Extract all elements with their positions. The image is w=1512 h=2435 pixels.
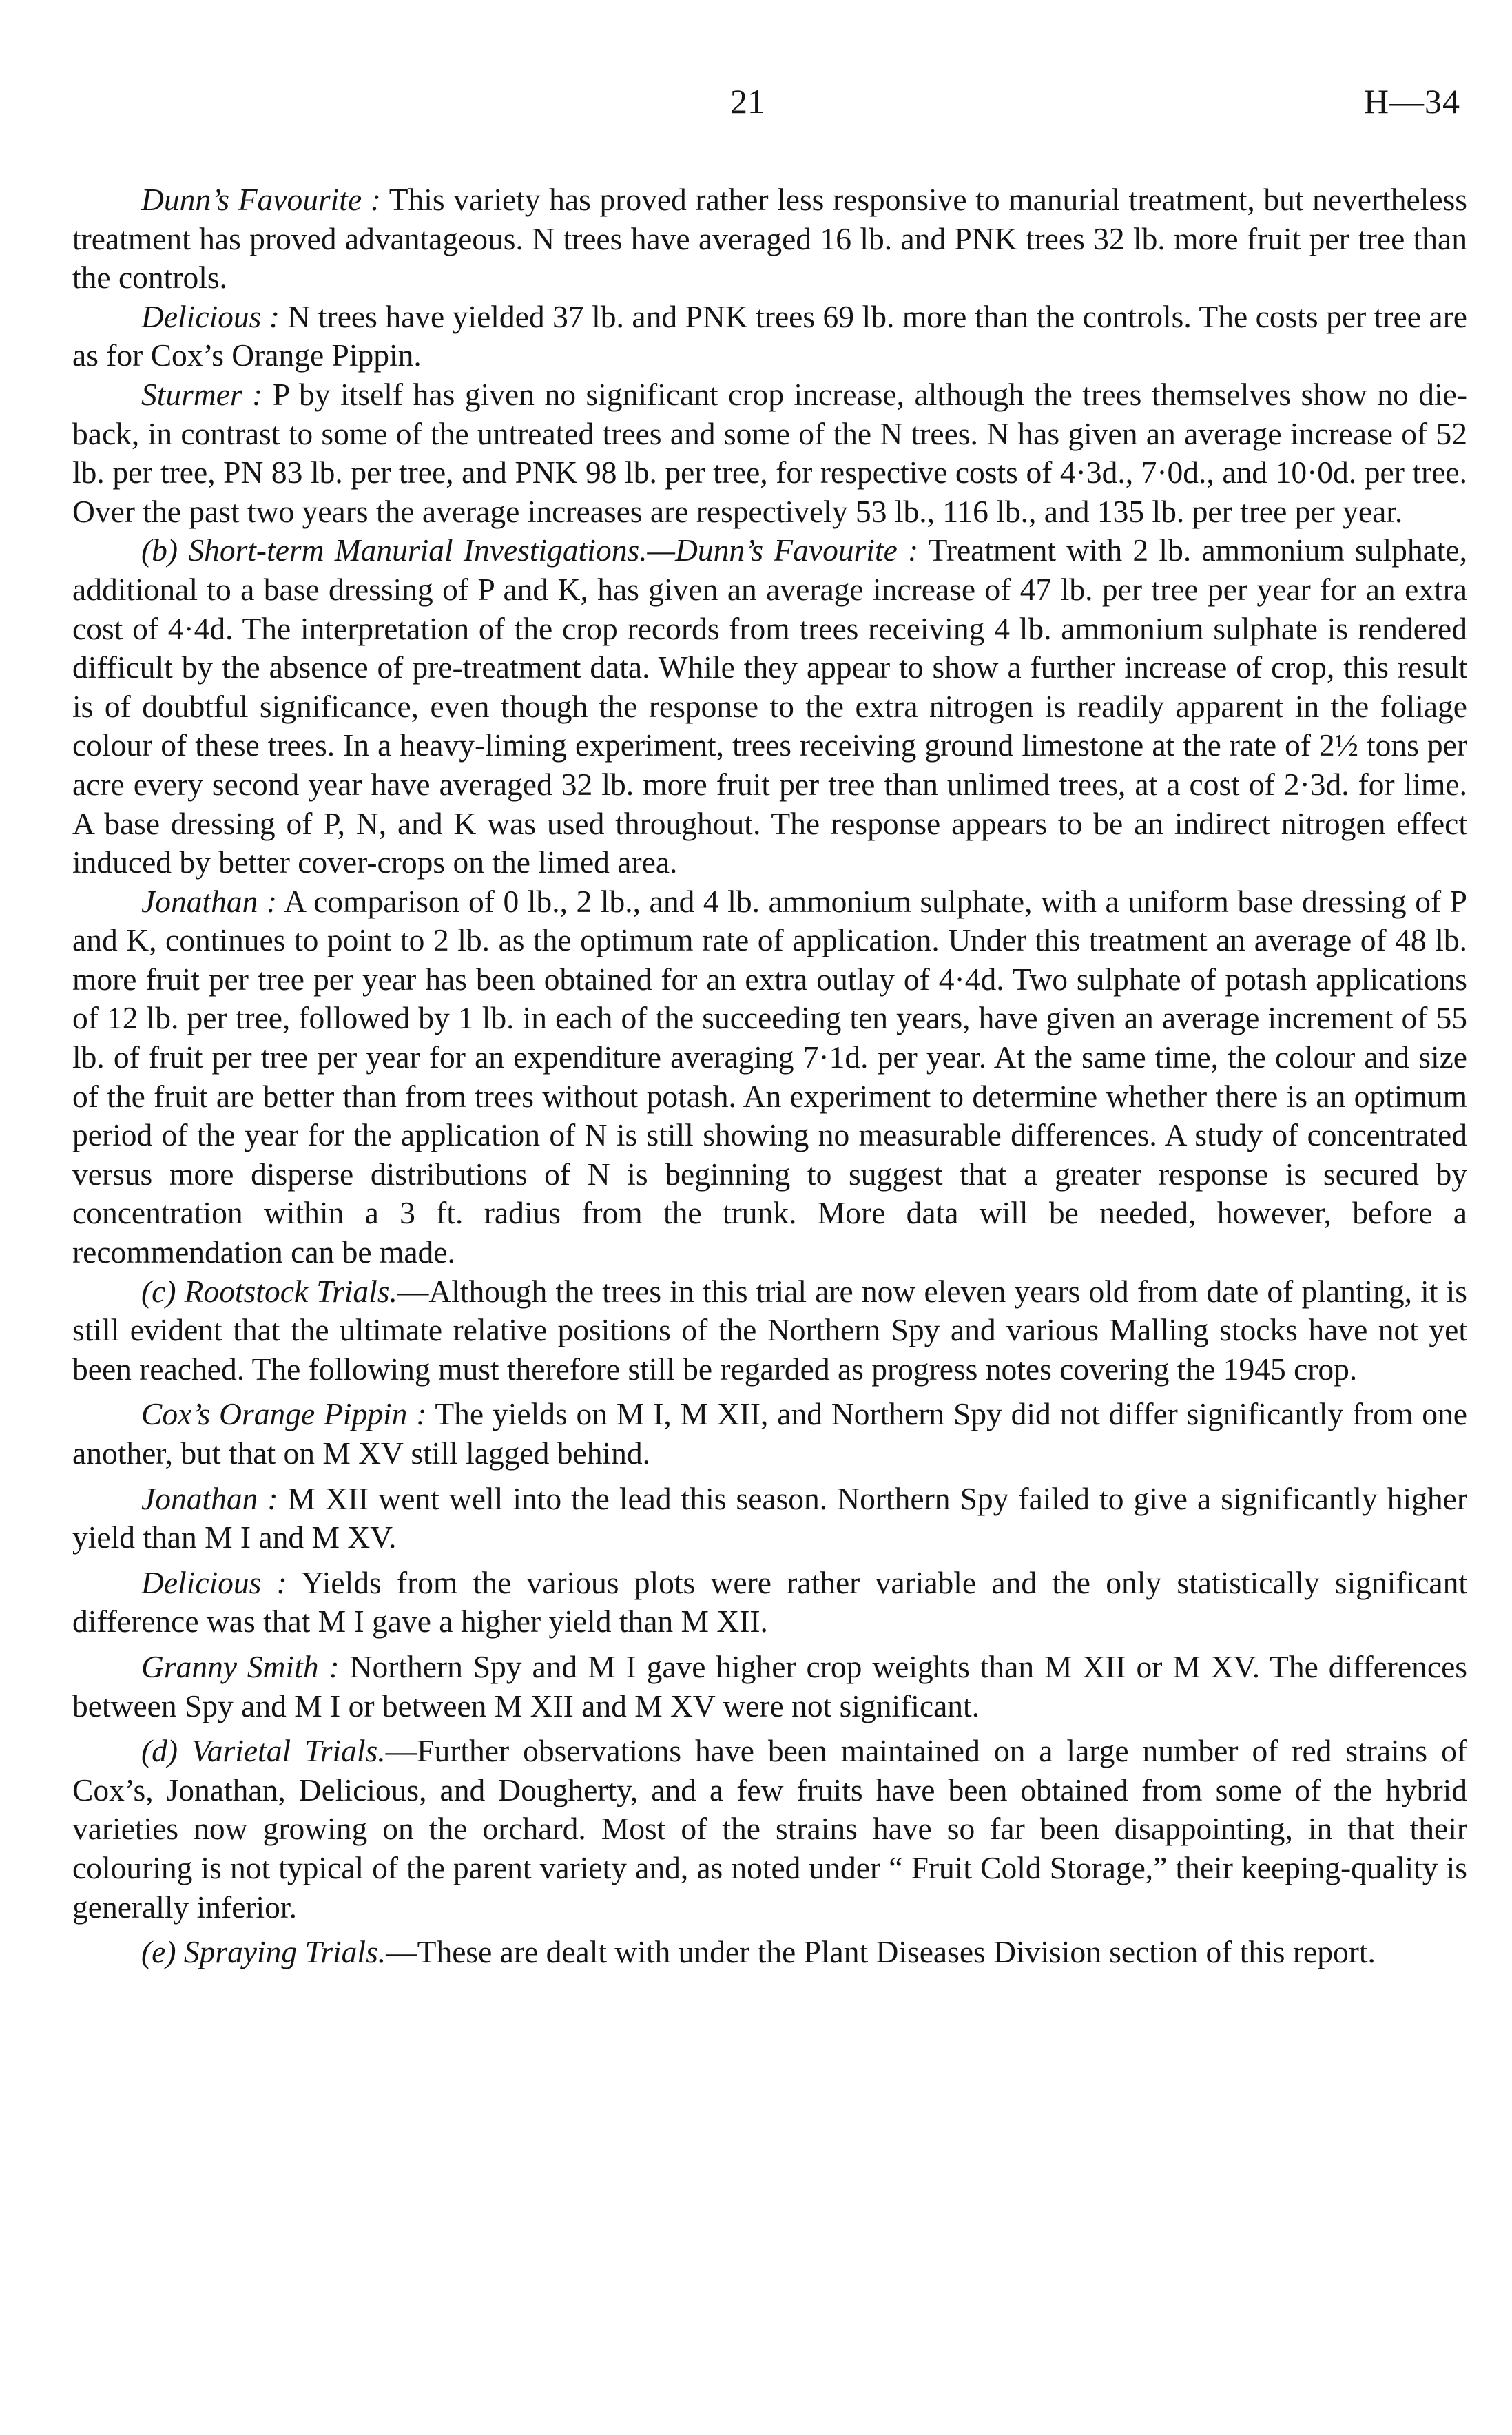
paragraph-text: This variety has proved rather less responsive to manurial treatment, but nevertheless treatment has proved advantageous. N trees have averaged 16 lb. and PNK trees 32 lb. more fruit per tree than the controls. — [72, 182, 1467, 296]
paragraph-text: The yields on M I, M XII, and Northern Spy did not differ significantly from one another, but that on M XV still lagged behind. — [72, 1396, 1467, 1471]
paragraph-delicious — [72, 298, 1467, 375]
paragraph-granny-smith — [72, 1648, 1467, 1726]
paragraph-text: —Although the trees in this trial are now eleven years old from date of planting, it is still evident that the ultimate relative positions of the Northern Spy and various Malling stocks have not yet been reached. The following must therefore still be regarded as progress notes covering the 1945 crop. — [72, 1273, 1467, 1387]
page-header — [0, 81, 1512, 129]
paragraph-lead: Sturmer : — [141, 376, 263, 412]
document-reference: H—34 — [1363, 82, 1460, 121]
paragraph-text: Northern Spy and M I gave higher crop weights than M XII or M XV. The differences between Spy and M I or between M XII and M XV were not significant. — [72, 1648, 1467, 1723]
paragraph-lead: (c) Rootstock Trials. — [141, 1273, 397, 1309]
paragraph-lead: Jonathan : — [141, 883, 278, 919]
paragraph-lead: Granny Smith : — [141, 1648, 340, 1684]
paragraph-varietal-trials — [72, 1732, 1467, 1927]
paragraph-lead: Dunn’s Favourite : — [141, 182, 381, 217]
paragraph-text: —These are dealt with under the Plant Diseases Division section of this report. — [386, 1934, 1376, 1970]
paragraph-sublead: —Dunn’s Favourite : — [647, 532, 919, 568]
paragraph-lead: Jonathan : — [141, 1480, 278, 1516]
paragraph-coxs-orange-pippin — [72, 1395, 1467, 1473]
paragraph-jonathan-rootstock — [72, 1480, 1467, 1557]
paragraph-lead: Delicious : — [141, 298, 280, 334]
report-body — [72, 180, 1467, 1972]
paragraph-lead: (d) Varietal Trials. — [141, 1733, 386, 1769]
paragraph-text: —Further observations have been maintained on a large number of red strains of Cox’s, Jonathan, Delicious, and Dougherty, and a few fruits have been obtained from some of the hybrid varieties now growing on the orchard. Most of the strains have so far been disappointing, in that their colouring is not typical of the parent variety and, as noted under “ Fruit Cold Storage,” their keeping-quality is generally inferior. — [72, 1733, 1468, 1925]
paragraph-spraying-trials — [72, 1933, 1467, 1972]
paragraph-lead: Cox’s Orange Pippin : — [141, 1396, 427, 1432]
paragraph-short-term-manurial — [72, 531, 1467, 882]
paragraph-sturmer — [72, 375, 1467, 531]
paragraph-text: Yields from the various plots were rather variable and the only statistically significant difference was that M I gave a higher yield than M XII. — [72, 1564, 1467, 1639]
paragraph-lead: Delicious : — [141, 1564, 287, 1600]
paragraph-jonathan-manurial — [72, 882, 1467, 1272]
paragraph-delicious-rootstock — [72, 1564, 1467, 1641]
paragraph-lead: (e) Spraying Trials. — [141, 1934, 386, 1970]
paragraph-dunns-favourite — [72, 180, 1467, 298]
paragraph-text: A comparison of 0 lb., 2 lb., and 4 lb. ammonium sulphate, with a uniform base dressing of P and K, continues to point to 2 lb. as the optimum rate of application. Under this treatment an average of 48 lb. more fruit per tree per year has been obtained for an extra outlay of 4·4d. Two sulphate of potash applications of 12 lb. per tree, followed by 1 lb. in each of the succeeding ten years, have given an average increment of 55 lb. of fruit per tree per year for an expenditure averaging 7·1d. per year. At the same time, the colour and size of the fruit are better than from trees without potash. An experiment to determine whether there is an optimum period of the year for the application of N is still showing no measurable differences. A study of concentrated versus more disperse distributions of N is beginning to suggest that a greater response is secured by concentration within a 3 ft. radius from the trunk. More data will be needed, however, before a recommendation can be made. — [72, 883, 1467, 1270]
page-number: 21 — [730, 82, 765, 121]
paragraph-rootstock-trials — [72, 1272, 1467, 1389]
paragraph-text: P by itself has given no significant crop increase, although the trees themselves show no die-back, in contrast to some of the untreated trees and some of the N trees. N has given an average increase of 52 lb. per tree, PN 83 lb. per tree, and PNK 98 lb. per tree, for respective costs of 4·3d., 7·0d., and 10·0d. per tree. Over the past two years the average increases are respectively 53 lb., 116 lb., and 135 lb. per tree per year. — [72, 376, 1467, 529]
paragraph-text: Treatment with 2 lb. ammonium sulphate, additional to a base dressing of P and K, has given an average increase of 47 lb. per tree per year for an extra cost of 4·4d. The interpretation of the crop records from trees receiving 4 lb. ammonium sulphate is rendered difficult by the absence of pre-treatment data. While they appear to show a further increase of crop, this result is of doubtful significance, even though the response to the extra nitrogen is readily apparent in the foliage colour of these trees. In a heavy-liming experiment, trees receiving ground limestone at the rate of 2½ tons per acre every second year have averaged 32 lb. more fruit per tree than unlimed trees, at a cost of 2·3d. for lime. A base dressing of P, N, and K was used throughout. The response appears to be an indirect nitrogen effect induced by better cover-crops on the limed area. — [72, 532, 1467, 880]
paragraph-lead: (b) Short-term Manurial Investigations. — [141, 532, 648, 568]
paragraph-text: N trees have yielded 37 lb. and PNK trees 69 lb. more than the controls. The costs per tree are as for Cox’s Orange Pippin. — [72, 298, 1467, 373]
paragraph-text: M XII went well into the lead this season. Northern Spy failed to give a significantly higher yield than M I and M XV. — [72, 1480, 1467, 1555]
